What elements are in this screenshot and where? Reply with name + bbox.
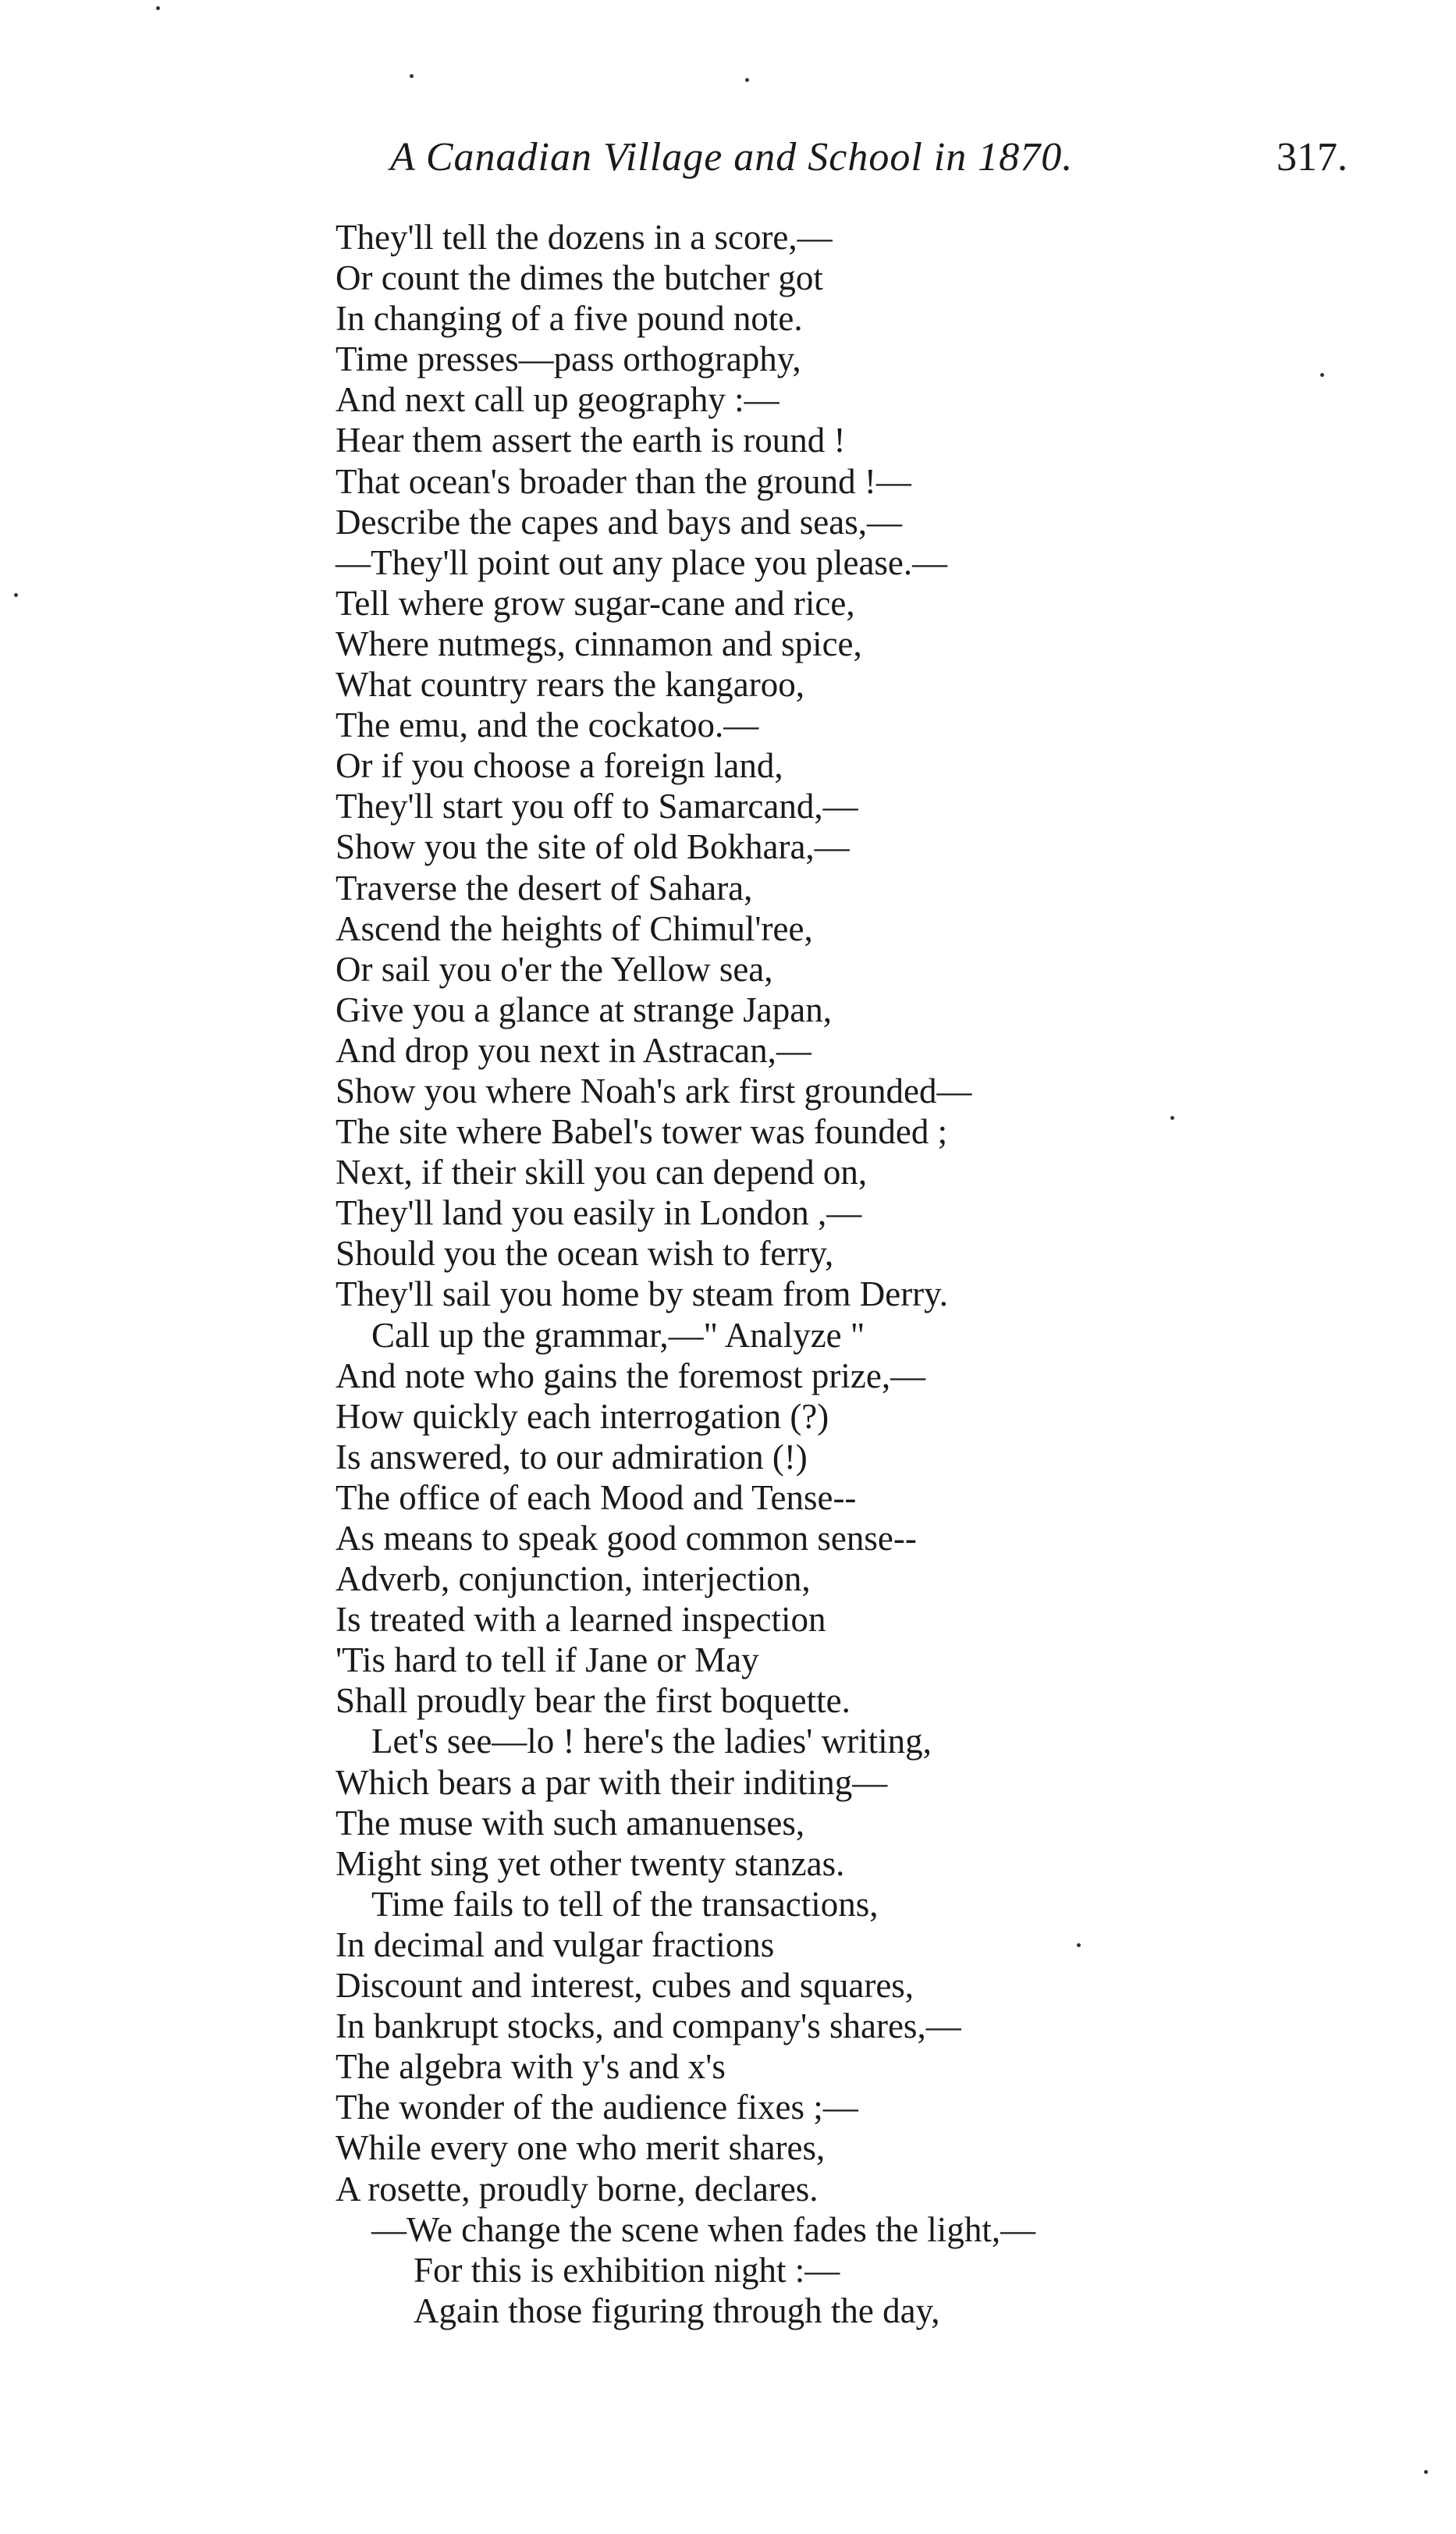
poem-line: And note who gains the foremost prize,— <box>336 1356 926 1395</box>
poem-line: They'll tell the dozens in a score,— <box>336 218 833 257</box>
poem-line: Next, if their skill you can depend on, <box>336 1153 868 1192</box>
poem-line: Time fails to tell of the transactions, <box>371 1884 879 1924</box>
poem-line: The emu, and the cockatoo.— <box>336 705 759 745</box>
poem-line: The site where Babel's tower was founded ; <box>336 1112 948 1152</box>
poem-line: They'll sail you home by steam from Derry. <box>336 1274 948 1314</box>
poem-line: How quickly each interrogation (?) <box>336 1396 829 1436</box>
scan-speck <box>14 593 18 597</box>
scan-speck <box>1424 2470 1428 2474</box>
poem-line: Discount and interest, cubes and squares, <box>336 1966 914 2006</box>
poem-line: In bankrupt stocks, and company's shares,— <box>336 2006 961 2046</box>
poem-line: Adverb, conjunction, interjection, <box>336 1559 811 1599</box>
page-number: 317. <box>1277 135 1348 179</box>
poem-line: Give you a glance at strange Japan, <box>336 990 832 1029</box>
poem-line: Or count the dimes the butcher got <box>336 258 823 298</box>
poem-line: The algebra with y's and x's <box>336 2047 726 2087</box>
poem-line: Is answered, to our admiration (!) <box>336 1437 808 1477</box>
poem-line: Is treated with a learned inspection <box>336 1600 826 1640</box>
poem-line: Should you the ocean wish to ferry, <box>336 1234 834 1274</box>
poem-line: Describe the capes and bays and seas,— <box>336 502 902 542</box>
poem-line: The wonder of the audience fixes ;— <box>336 2088 858 2127</box>
poem-line: The office of each Mood and Tense-- <box>336 1477 857 1517</box>
poem-line: And drop you next in Astracan,— <box>336 1030 811 1070</box>
poem-line: The muse with such amanuenses, <box>336 1803 805 1843</box>
poem-line: Call up the grammar,—" Analyze " <box>371 1315 865 1355</box>
poem-line: Let's see—lo ! here's the ladies' writing, <box>371 1722 932 1761</box>
poem-line: Or sail you o'er the Yellow sea, <box>336 949 773 989</box>
poem-line: While every one who merit shares, <box>336 2128 826 2168</box>
poem-line: Shall proudly bear the first boquette. <box>336 1681 851 1721</box>
running-title: A Canadian Village and School in 1870. <box>390 135 1074 179</box>
poem-line: And next call up geography :— <box>336 380 779 420</box>
poem-line: Might sing yet other twenty stanzas. <box>336 1843 845 1883</box>
poem-line: Where nutmegs, cinnamon and spice, <box>336 624 862 663</box>
poem-line: Or if you choose a foreign land, <box>336 746 783 786</box>
poem-line: That ocean's broader than the ground !— <box>336 461 911 501</box>
page-header <box>0 134 1456 189</box>
scan-speck <box>156 6 160 10</box>
poem-line: 'Tis hard to tell if Jane or May <box>336 1640 759 1680</box>
poem-line: Time presses—pass orthography, <box>336 339 801 379</box>
poem-line: They'll land you easily in London ,— <box>336 1193 862 1233</box>
poem-line: Tell where grow sugar-cane and rice, <box>336 583 855 623</box>
poem-line: As means to speak good common sense-- <box>336 1519 917 1558</box>
poem-line: For this is exhibition night :— <box>414 2250 840 2290</box>
scan-speck <box>745 78 749 82</box>
poem-line: Again those figuring through the day, <box>414 2291 940 2330</box>
scan-speck <box>1170 1116 1174 1120</box>
poem-line: They'll start you off to Samarcand,— <box>336 787 858 826</box>
poem-line: Show you the site of old Bokhara,— <box>336 827 850 867</box>
poem-line: What country rears the kangaroo, <box>336 665 804 705</box>
poem-line: Which bears a par with their inditing— <box>336 1762 888 1802</box>
poem-line: Hear them assert the earth is round ! <box>336 421 846 460</box>
poem-line: In changing of a five pound note. <box>336 299 803 339</box>
poem-line: A rosette, proudly borne, declares. <box>336 2169 819 2209</box>
scan-speck <box>410 74 414 78</box>
scan-speck <box>1077 1943 1081 1947</box>
poem-line: Traverse the desert of Sahara, <box>336 868 753 908</box>
poem-line: —We change the scene when fades the light,— <box>371 2209 1036 2249</box>
poem-line: In decimal and vulgar fractions <box>336 1924 775 1964</box>
poem-line: —They'll point out any place you please.— <box>336 542 948 582</box>
poem-body <box>336 217 1428 2331</box>
poem-line: Show you where Noah's ark first grounded— <box>336 1071 972 1111</box>
poem-line: Ascend the heights of Chimul'ree, <box>336 908 813 948</box>
scan-speck <box>1320 373 1324 377</box>
